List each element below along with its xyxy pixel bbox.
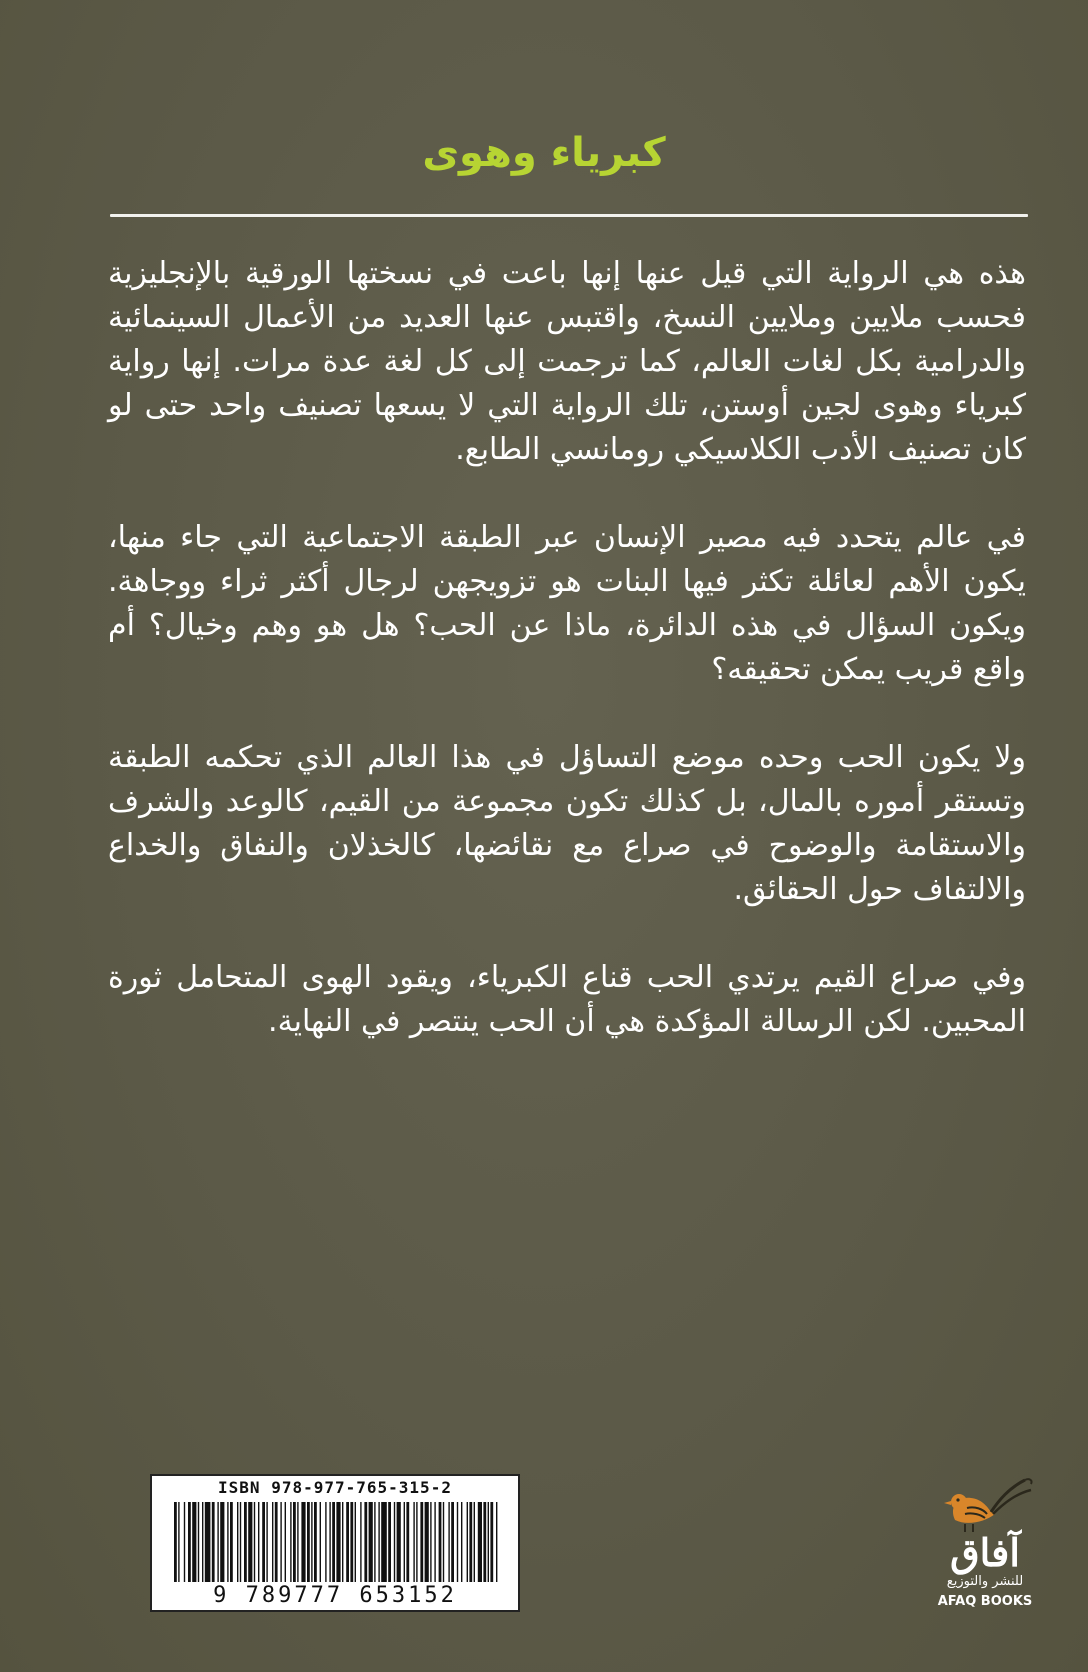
blurb (108, 252, 1026, 1088)
barcode-bar (275, 1502, 278, 1582)
barcode-bar (474, 1502, 475, 1582)
barcode-bar (293, 1502, 296, 1582)
barcode-bar (307, 1502, 310, 1582)
barcode-bar (248, 1502, 252, 1582)
barcode-bar (378, 1502, 379, 1582)
publisher-name-arabic: آفاق (950, 1530, 1020, 1575)
barcode-bar (457, 1502, 458, 1582)
barcode-bar (381, 1502, 387, 1582)
barcode-bar (420, 1502, 423, 1582)
barcode-bar (174, 1502, 177, 1582)
barcode-bar (425, 1502, 429, 1582)
isbn-label: ISBN 978-977-765-315-2 (218, 1478, 452, 1497)
publisher-logo (925, 1468, 1045, 1618)
barcode-bar (451, 1502, 454, 1582)
barcode-bar (469, 1502, 472, 1582)
barcode-bar (254, 1502, 255, 1582)
barcode-bar (416, 1502, 417, 1582)
barcode-bar (184, 1502, 185, 1582)
barcode-bar (297, 1502, 298, 1582)
barcode-bar (448, 1502, 449, 1582)
title-divider (110, 214, 1028, 217)
barcode-bar (342, 1502, 343, 1582)
barcode-bar (430, 1502, 431, 1582)
barcode-bar (434, 1502, 435, 1582)
barcode-bar (272, 1502, 273, 1582)
barcode-bar (329, 1502, 330, 1582)
barcode-bar (461, 1502, 462, 1582)
bird-icon (925, 1468, 1045, 1538)
barcode-bar (227, 1502, 228, 1582)
blurb-paragraph-2: في عالم يتحدد فيه مصير الإنسان عبر الطبقة الاجتماعية التي جاء منها، يكون الأهم لعائلة تكثر فيها البنات هو تزويجهن لرجال أكثر ثراء ووجاهة. ويكون السؤال في هذه الدائرة، ماذا عن الحب؟ هل هو وهم وخيال؟ أم واقع قريب يمكن تحقيقه؟ (108, 520, 1026, 687)
blurb-paragraph-4: وفي صراع القيم يرتدي الحب قناع الكبرياء، ويقود الهوى المتحامل ثورة المحبين. لكن الرسالة المؤكدة هي أن الحب ينتصر في النهاية. (108, 960, 1026, 1039)
barcode-bar (360, 1502, 361, 1582)
barcode-bar (314, 1502, 317, 1582)
blurb-paragraph-3: ولا يكون الحب وحده موضع التساؤل في هذا العالم الذي تحكمه الطبقة وتستقر أموره بالمال، بل كذلك تكون مجموعة من القيم، كالوعد والشرف والاستقامة والوضوح في صراع مع نقائضها، كالخذلان والنفاق والخداع والالتفاف حول الحقائق. (108, 740, 1026, 907)
barcode-bar (285, 1502, 286, 1582)
barcode-bar (374, 1502, 375, 1582)
barcode-bar (355, 1502, 356, 1582)
barcode-bar (244, 1502, 247, 1582)
barcode-bar (192, 1502, 196, 1582)
barcode-bar (397, 1502, 401, 1582)
barcode-bar (332, 1502, 335, 1582)
blurb-paragraph-1: هذه هي الرواية التي قيل عنها إنها باعت في نسختها الورقية بالإنجليزية فحسب ملايين وملايين النسخ، واقتبس عنها العديد من الأعمال السينمائية والدرامية بكل لغات العالم، كما ترجمت إلى كل لغة عدة مرات. إنها رواية كبرياء وهوى لجين أوستن، تلك الرواية التي لا يسعها تصنيف واحد حتى لو كان تصنيف الأدب الكلاسيكي رومانسي الطابع. (108, 256, 1026, 467)
barcode-bar (220, 1502, 224, 1582)
barcode-bar (369, 1502, 373, 1582)
book-title: كبرياء وهوى (422, 130, 666, 176)
barcode-bar (198, 1502, 199, 1582)
barcode-bar (488, 1502, 489, 1582)
barcode-bar (490, 1502, 493, 1582)
barcode-bar (388, 1502, 391, 1582)
barcode-bar (364, 1502, 367, 1582)
barcode-bar (394, 1502, 395, 1582)
barcode-bar (320, 1502, 321, 1582)
barcode-bar (230, 1502, 233, 1582)
barcode-bar (202, 1502, 203, 1582)
barcode-bars (174, 1502, 500, 1582)
barcode-bar (237, 1502, 238, 1582)
barcode-bar (406, 1502, 409, 1582)
barcode-bar (496, 1502, 497, 1582)
barcode-bar (301, 1502, 305, 1582)
publisher-subtitle-arabic: للنشر والتوزيع (946, 1574, 1024, 1589)
barcode-bar (439, 1502, 442, 1582)
barcode-bar (325, 1502, 326, 1582)
barcode-bar (266, 1502, 267, 1582)
barcode-bar (413, 1502, 414, 1582)
barcode-bar (336, 1502, 340, 1582)
barcode-bar (443, 1502, 444, 1582)
barcode-bar (467, 1502, 468, 1582)
barcode-bar (188, 1502, 191, 1582)
barcode-bar (240, 1502, 241, 1582)
barcode-bar (280, 1502, 281, 1582)
barcode-digits: 9 789777 653152 (213, 1583, 457, 1608)
barcode-bar (350, 1502, 353, 1582)
barcode-bar (178, 1502, 179, 1582)
publisher-name-english: AFAQ BOOKS (937, 1594, 1033, 1609)
barcode-bar (217, 1502, 218, 1582)
barcode-bar (346, 1502, 349, 1582)
barcode-bar (311, 1502, 312, 1582)
barcode-bar (212, 1502, 215, 1582)
barcode-bar (290, 1502, 291, 1582)
barcode-bar (404, 1502, 405, 1582)
isbn-barcode (150, 1474, 520, 1612)
barcode-bar (483, 1502, 486, 1582)
barcode-bar (258, 1502, 259, 1582)
barcode-bar (262, 1502, 265, 1582)
barcode-bar (478, 1502, 482, 1582)
barcode-bar (205, 1502, 211, 1582)
